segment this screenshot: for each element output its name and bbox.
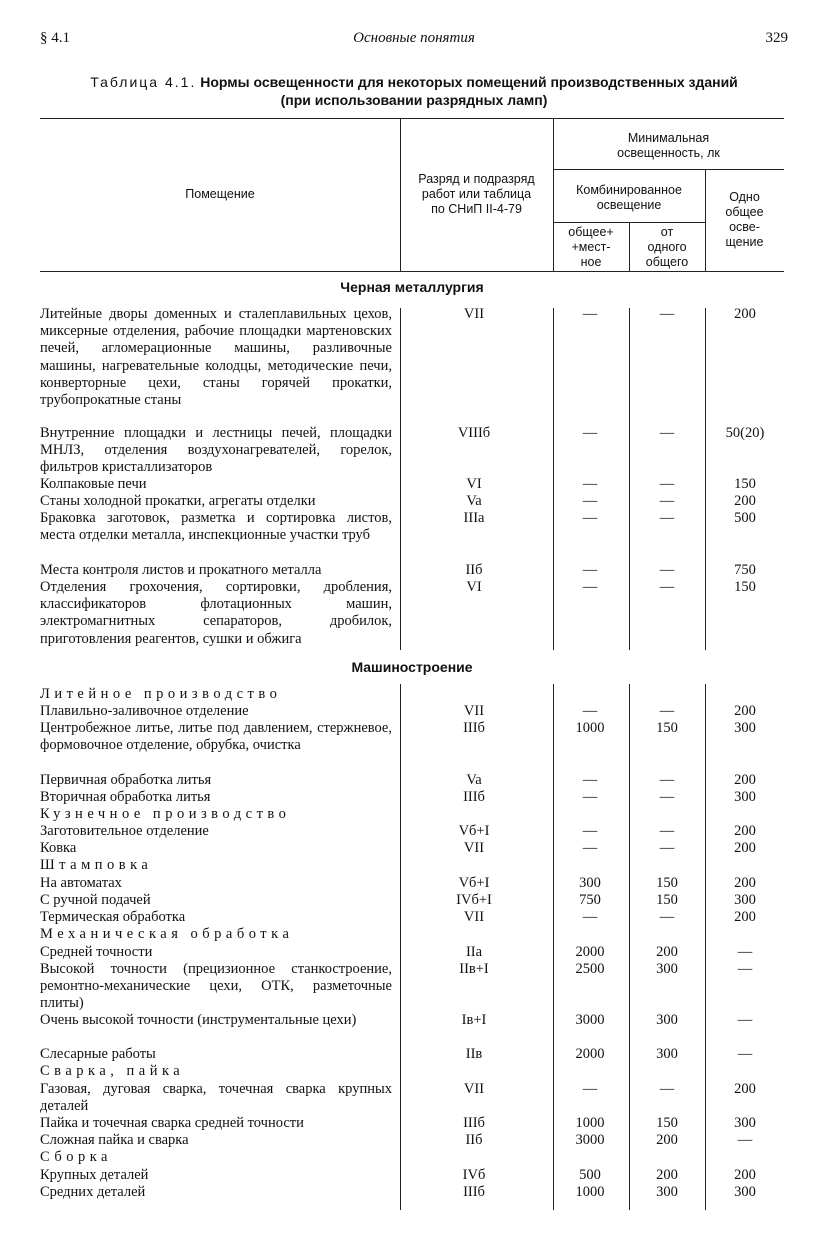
room-name-cell: Места контроля листов и прокатного металла — [40, 562, 322, 578]
combined-general-local-cell: — — [582, 306, 598, 322]
work-category-cell: Va — [466, 772, 482, 788]
combined-general-local-cell: 2000 — [575, 944, 605, 960]
combined-general-local-cell: — — [582, 1081, 598, 1097]
combined-general-local-cell: — — [582, 789, 598, 805]
combined-general-local-cell: 1000 — [575, 1115, 605, 1131]
combined-from-general-cell: 200 — [656, 944, 678, 960]
combined-from-general-cell: 300 — [656, 1046, 678, 1062]
room-name-cell: Литейное производство — [40, 686, 282, 702]
room-name-cell: Вторичная обработка литья — [40, 789, 211, 805]
combined-from-general-cell: — — [659, 840, 675, 856]
section-number: § 4.1 — [40, 30, 70, 46]
room-name-cell: Браковка заготовок, разметка и сортировка листов, места отделки металла, инспекционные участки труб — [40, 510, 392, 544]
combined-from-general-cell: — — [659, 772, 675, 788]
combined-from-general-cell: — — [659, 789, 675, 805]
work-category-cell: Iв+I — [461, 1012, 487, 1028]
combined-general-local-cell: 3000 — [575, 1132, 605, 1148]
room-name-cell: Заготовительное отделение — [40, 823, 209, 839]
work-category-cell: IIв — [465, 1046, 483, 1062]
single-general-cell: 200 — [734, 875, 756, 891]
combined-from-general-cell: 150 — [656, 1115, 678, 1131]
single-general-cell: 300 — [734, 1115, 756, 1131]
single-general-cell: 300 — [734, 1184, 756, 1200]
room-name-cell: С ручной подачей — [40, 892, 151, 908]
single-general-cell: 200 — [734, 1167, 756, 1183]
section-title: Черная металлургия — [340, 279, 484, 295]
work-category-cell: IVб+I — [456, 892, 492, 908]
combined-from-general-cell: — — [659, 703, 675, 719]
room-name-cell: Средней точности — [40, 944, 153, 960]
combined-general-local-cell: — — [582, 510, 598, 526]
combined-general-local-cell: — — [582, 493, 598, 509]
header-room: Помещение — [185, 187, 255, 201]
combined-general-local-cell: 300 — [579, 875, 601, 891]
page-number: 329 — [765, 30, 788, 46]
single-general-cell: 200 — [734, 493, 756, 509]
single-general-cell: 150 — [734, 476, 756, 492]
single-general-cell: 200 — [734, 703, 756, 719]
work-category-cell: VII — [463, 306, 485, 322]
caption-line2: (при использовании разрядных ламп) — [280, 92, 548, 108]
combined-from-general-cell: — — [659, 425, 675, 441]
room-name-cell: Центробежное литье, литье под давлением, стержневое, формовочное отделение, обрубка, очистка — [40, 720, 392, 754]
combined-general-local-cell: 2500 — [575, 961, 605, 977]
table-top-rule — [40, 118, 784, 119]
single-general-cell: 300 — [734, 720, 756, 736]
single-general-cell: — — [737, 1046, 753, 1062]
combined-general-local-cell: — — [582, 909, 598, 925]
single-general-cell: 300 — [734, 789, 756, 805]
work-category-cell: VII — [463, 909, 485, 925]
single-general-cell: 500 — [734, 510, 756, 526]
work-category-cell: VIIIб — [457, 425, 491, 441]
caption-line1: Нормы освещенности для некоторых помещений производственных зданий — [200, 74, 738, 90]
room-name-cell: Средних деталей — [40, 1184, 146, 1200]
combined-from-general-cell: 150 — [656, 720, 678, 736]
combined-from-general-cell: 300 — [656, 1184, 678, 1200]
combined-general-local-cell: — — [582, 772, 598, 788]
combined-general-local-cell: 2000 — [575, 1046, 605, 1062]
combined-from-general-cell: — — [659, 562, 675, 578]
header-single-general: Одно общее осве- щение — [725, 190, 764, 249]
room-name-cell: Сборка — [40, 1149, 112, 1165]
single-general-cell: 150 — [734, 579, 756, 595]
combined-from-general-cell: 150 — [656, 892, 678, 908]
table-caption — [40, 73, 788, 109]
header-from-general: от одного общего — [645, 225, 689, 269]
work-category-cell: VII — [463, 1081, 485, 1097]
combined-from-general-cell: — — [659, 823, 675, 839]
work-category-cell: IVб — [462, 1167, 486, 1183]
work-category-cell: IIIб — [463, 1115, 485, 1131]
room-name-cell: Высокой точности (прецизионное станкостроение, ремонтно-механические цехи, ОТК, разметочные плиты) — [40, 961, 392, 1012]
room-name-cell: Слесарные работы — [40, 1046, 156, 1062]
combined-from-general-cell: 150 — [656, 875, 678, 891]
work-category-cell: IIIб — [463, 720, 485, 736]
single-general-cell: 200 — [734, 909, 756, 925]
work-category-cell: Vб+I — [458, 823, 490, 839]
running-title: Основные понятия — [353, 30, 475, 46]
combined-general-local-cell: 750 — [579, 892, 601, 908]
combined-general-local-cell: — — [582, 823, 598, 839]
combined-general-local-cell: 1000 — [575, 1184, 605, 1200]
room-name-cell: Внутренние площадки и лестницы печей, площадки МНЛЗ, отделения воздухонагревателей, горелок, фильтров кристаллизаторов — [40, 425, 392, 476]
combined-general-local-cell: — — [582, 579, 598, 595]
room-name-cell: Отделения грохочения, сортировки, дробления, классификаторов флотационных машин, электромагнитных сепараторов, дробилок, приготовления реагентов, сушки и обжига — [40, 579, 392, 647]
header-divider-min — [553, 169, 784, 170]
combined-general-local-cell: 1000 — [575, 720, 605, 736]
header-combined: Комбинированное освещение — [576, 183, 682, 212]
single-general-cell: 50(20) — [725, 425, 765, 441]
single-general-cell: 200 — [734, 823, 756, 839]
combined-from-general-cell: 200 — [656, 1167, 678, 1183]
room-name-cell: Очень высокой точности (инструментальные цехи) — [40, 1012, 357, 1028]
room-name-cell: Газовая, дуговая сварка, точечная сварка крупных деталей — [40, 1081, 392, 1115]
room-name-cell: Плавильно-заливочное отделение — [40, 703, 249, 719]
single-general-cell: 200 — [734, 840, 756, 856]
caption-prefix: Таблица 4.1. — [90, 74, 197, 90]
combined-general-local-cell: 3000 — [575, 1012, 605, 1028]
room-name-cell: Крупных деталей — [40, 1167, 149, 1183]
combined-from-general-cell: — — [659, 493, 675, 509]
room-name-cell: Сложная пайка и сварка — [40, 1132, 189, 1148]
single-general-cell: 200 — [734, 772, 756, 788]
work-category-cell: IIIб — [463, 1184, 485, 1200]
work-category-cell: IIб — [465, 1132, 483, 1148]
room-name-cell: Сварка, пайка — [40, 1063, 185, 1079]
room-name-cell: Ковка — [40, 840, 77, 856]
single-general-cell: — — [737, 1012, 753, 1028]
combined-general-local-cell: — — [582, 476, 598, 492]
room-name-cell: Первичная обработка литья — [40, 772, 212, 788]
combined-from-general-cell: 300 — [656, 1012, 678, 1028]
work-category-cell: VI — [466, 579, 482, 595]
single-general-cell: 300 — [734, 892, 756, 908]
work-category-cell: Vб+I — [458, 875, 490, 891]
header-category: Разряд и подразряд работ или таблица по СНиП II-4-79 — [418, 172, 535, 216]
room-name-cell: Термическая обработка — [40, 909, 186, 925]
room-name-cell: Механическая обработка — [40, 926, 294, 942]
single-general-cell: 200 — [734, 306, 756, 322]
room-name-cell: Штамповка — [40, 857, 153, 873]
combined-from-general-cell: 200 — [656, 1132, 678, 1148]
combined-general-local-cell: 500 — [579, 1167, 601, 1183]
work-category-cell: IIб — [465, 562, 483, 578]
work-category-cell: Va — [466, 493, 482, 509]
section-title: Машиностроение — [351, 659, 473, 675]
room-name-cell: Станы холодной прокатки, агрегаты отделки — [40, 493, 316, 509]
room-name-cell: На автоматах — [40, 875, 122, 891]
single-general-cell: 200 — [734, 1081, 756, 1097]
room-name-cell: Литейные дворы доменных и сталеплавильных цехов, миксерные отделения, рабочие площадки мартеновских печей, агломерационные машины, разливочные машины, нагревательные колодцы, методические печи, конверторные цехи, станы горячей прокатки, трубопрокатные станы — [40, 306, 392, 409]
combined-general-local-cell: — — [582, 840, 598, 856]
single-general-cell: — — [737, 961, 753, 977]
single-general-cell: 750 — [734, 562, 756, 578]
header-general-local: общее+ +мест- ное — [568, 225, 614, 269]
combined-from-general-cell: — — [659, 510, 675, 526]
work-category-cell: VI — [466, 476, 482, 492]
work-category-cell: IIв+I — [459, 961, 489, 977]
single-general-cell: — — [737, 944, 753, 960]
work-category-cell: VII — [463, 703, 485, 719]
combined-general-local-cell: — — [582, 425, 598, 441]
work-category-cell: IIa — [465, 944, 483, 960]
room-name-cell: Пайка и точечная сварка средней точности — [40, 1115, 304, 1131]
combined-from-general-cell: — — [659, 1081, 675, 1097]
combined-from-general-cell: — — [659, 476, 675, 492]
combined-from-general-cell: — — [659, 579, 675, 595]
combined-from-general-cell: — — [659, 909, 675, 925]
combined-general-local-cell: — — [582, 562, 598, 578]
room-name-cell: Колпаковые печи — [40, 476, 147, 492]
single-general-cell: — — [737, 1132, 753, 1148]
work-category-cell: IIIa — [463, 510, 485, 526]
combined-from-general-cell: 300 — [656, 961, 678, 977]
work-category-cell: IIIб — [463, 789, 485, 805]
table-header-rule — [40, 271, 784, 272]
combined-from-general-cell: — — [659, 306, 675, 322]
room-name-cell: Кузнечное производство — [40, 806, 291, 822]
work-category-cell: VII — [463, 840, 485, 856]
header-min-illum: Минимальная освещенность, лк — [617, 131, 720, 160]
combined-general-local-cell: — — [582, 703, 598, 719]
